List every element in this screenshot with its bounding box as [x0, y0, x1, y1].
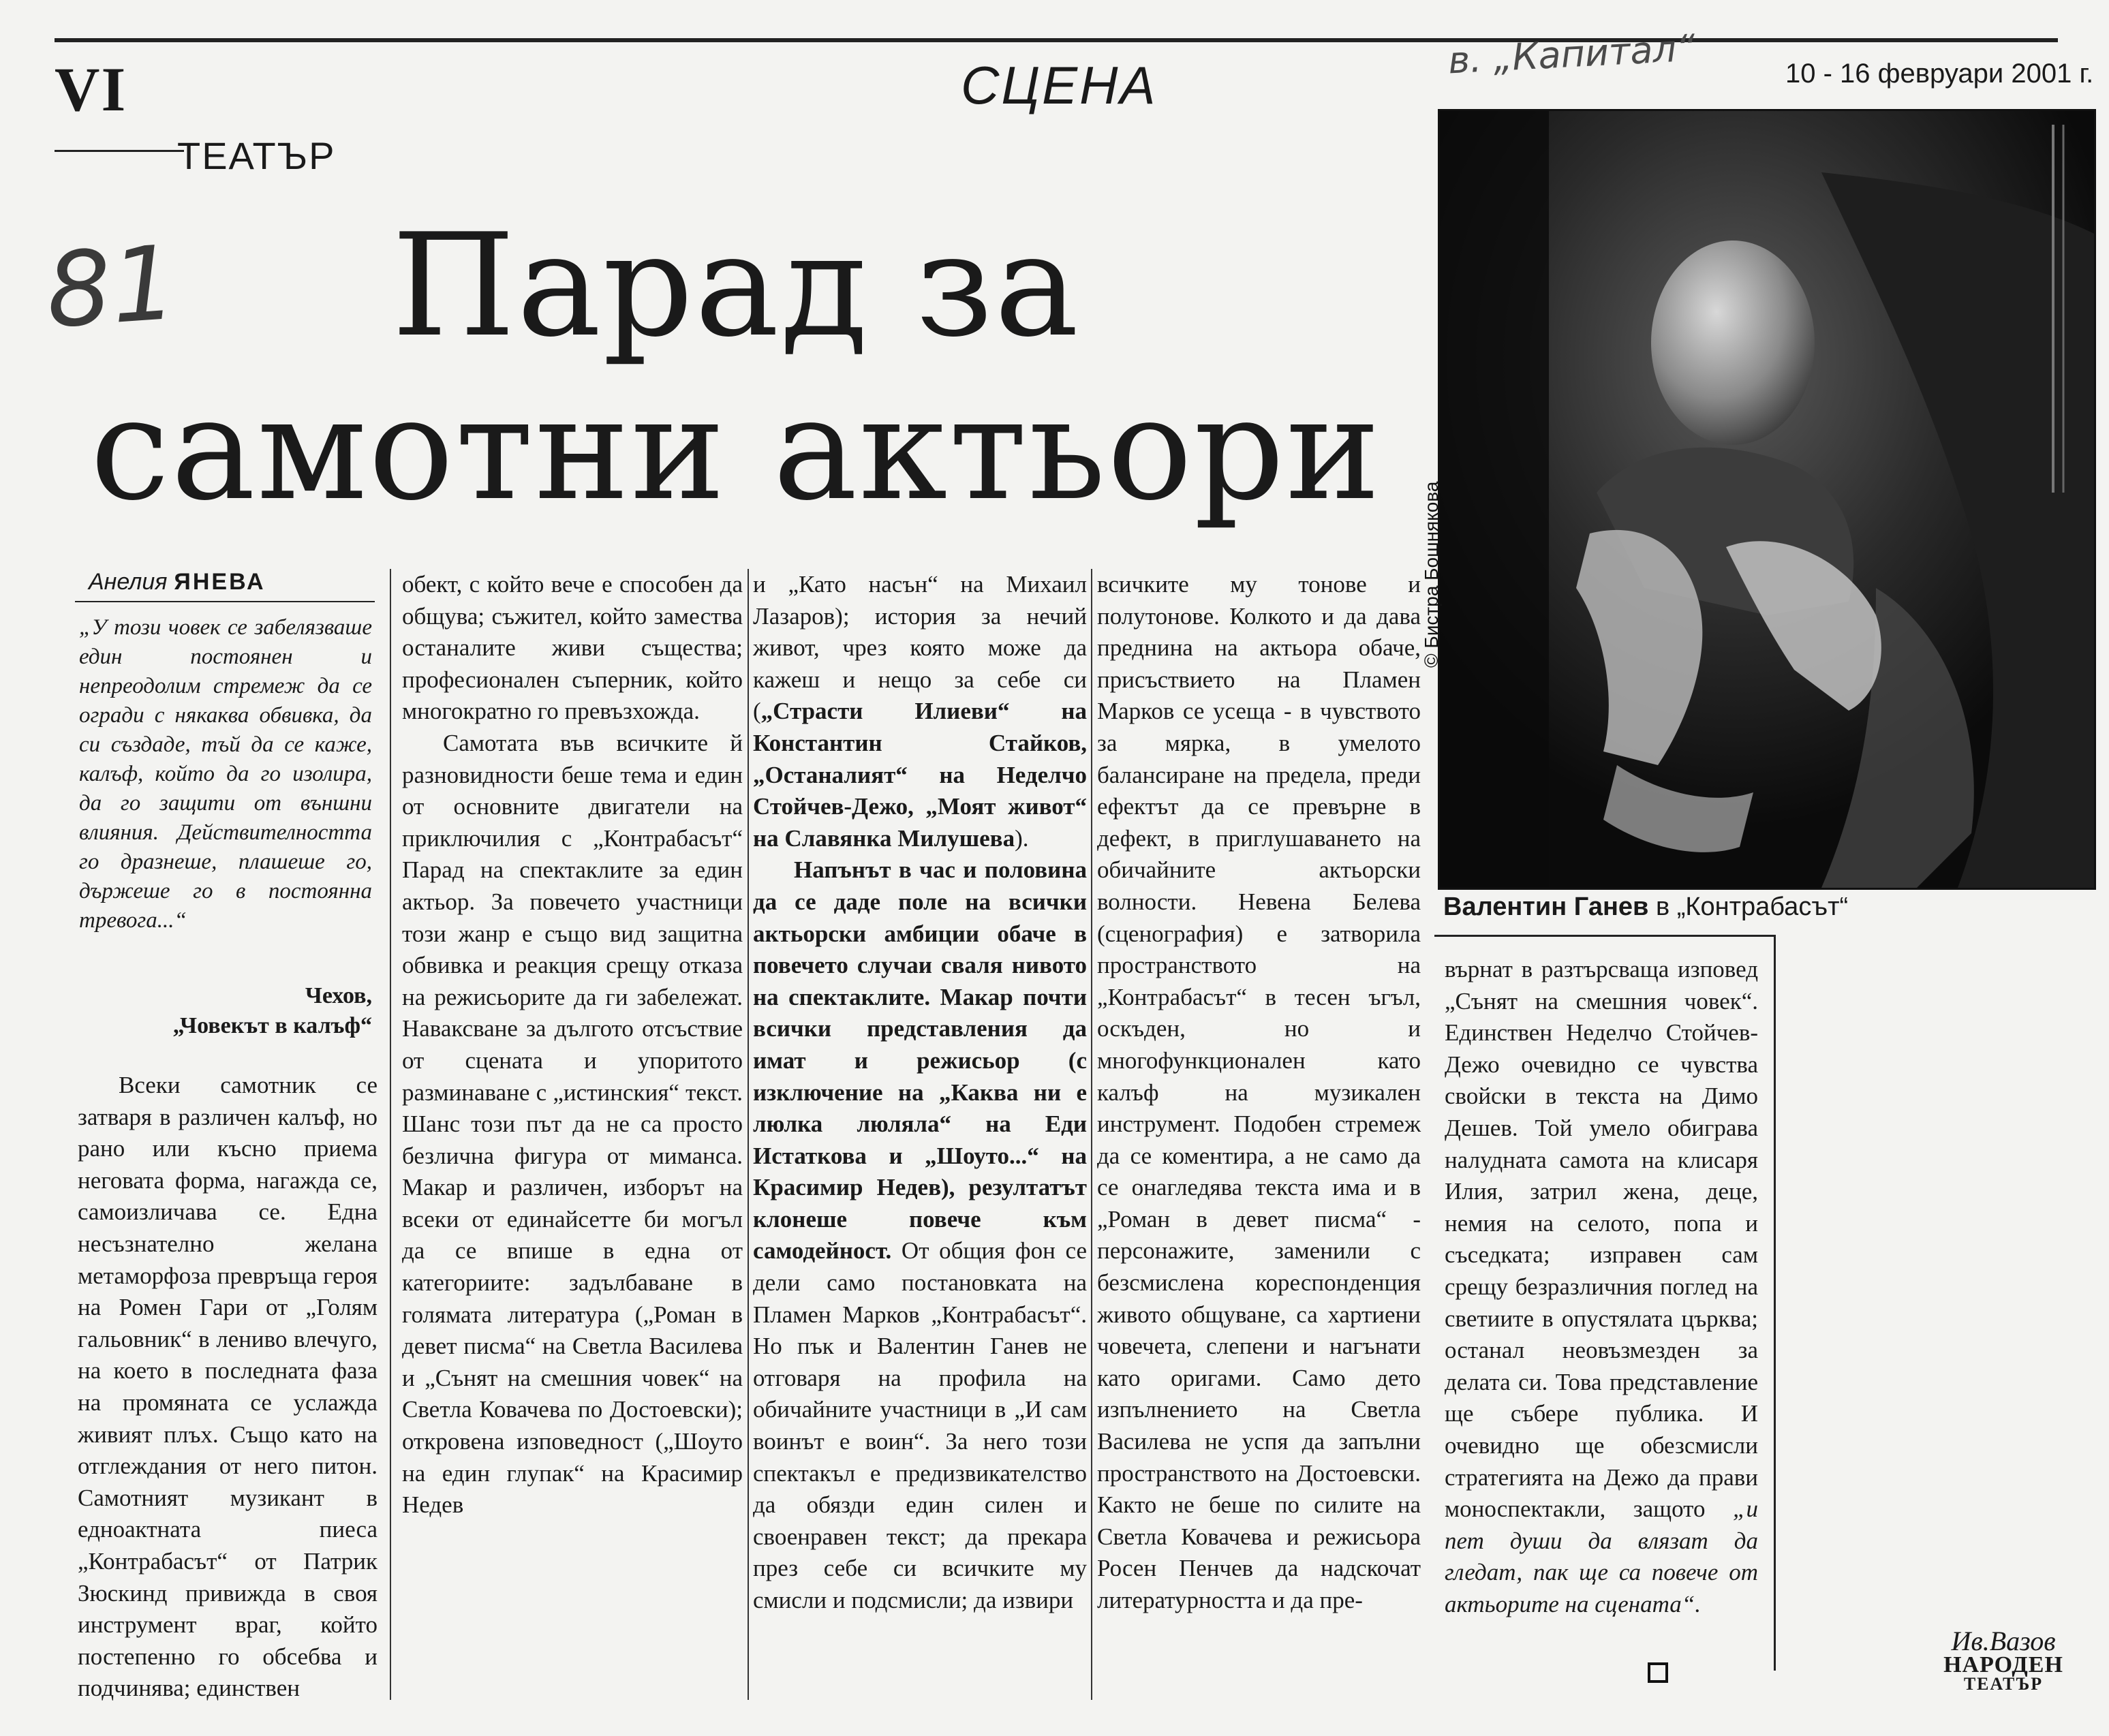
byline	[89, 569, 266, 595]
top-rule	[55, 38, 2058, 42]
box-rule-top	[1434, 935, 1775, 937]
article-column-5	[1445, 954, 1758, 1620]
paragraph	[1445, 954, 1758, 1620]
headline-line-1: Парад за	[391, 204, 1081, 369]
text-run: От общия фон се дели само постановката на Пламен Марков „Контрабасът“. Но пък и Валентин Ганев не отговаря на профила на обичайните участници в „И сам воинът е воин“. За него този спектакъл е предизвикателство да обязди един силен и своенравен текст; да прекара през себе си всичките му смисли и подсмисли; да извири	[753, 1237, 1087, 1613]
paragraph: обект, с който вече е способен да общува; съжител, който замества останалите живи същества; професионален съперник, който многократно го превъзхожда.	[402, 571, 743, 725]
text-run-italic: „и пет души да влязат да гледат, пак ще са повече от актьорите на сцената“.	[1445, 1495, 1758, 1617]
section-title: СЦЕНА	[961, 55, 1158, 115]
article-column-4	[1097, 569, 1421, 1617]
text-run-bold: „Страсти Илиеви“ на Константин Стайков, „Останалият“ на Неделчо Стойчев-Дежо, „Моят живот“ на Славянка Милушева	[753, 698, 1087, 852]
article-photo	[1438, 109, 2096, 890]
subsection-label: ТЕАТЪР	[177, 134, 336, 177]
text-run: ).	[1015, 824, 1029, 852]
theatre-stamp	[1935, 1628, 2072, 1692]
box-rule-right	[1774, 935, 1776, 1671]
photo-caption	[1443, 893, 1848, 922]
column-rule	[1091, 569, 1092, 1700]
author-surname: ЯНЕВА	[174, 569, 266, 595]
photo-credit: © Бистра Бошнякова	[1421, 481, 1442, 668]
caption-rest: в „Контрабасът“	[1648, 893, 1849, 921]
stamp-line-2: ТЕАТЪР	[1963, 1674, 2044, 1694]
article-column-1	[78, 1070, 378, 1705]
handwritten-note: в. „Капитал“	[1447, 26, 1697, 82]
author-first-name: Анелия	[89, 569, 168, 595]
stamp-line-1: НАРОДЕН	[1943, 1652, 2063, 1677]
stamp-signature: Ив.Вазов	[1951, 1626, 2056, 1656]
epigraph-author: Чехов,	[305, 983, 372, 1008]
byline-rule	[75, 601, 375, 602]
epigraph-attribution	[79, 981, 372, 1041]
text-run: върнат в разтърсваща изповед „Сънят на смешния човек“. Единствен Неделчо Стойчев-Дежо очевидно се чувства свойски в текста на Димо Дешев. Той умело обиграва налудната самота на клисаря Илия, затрил жена, деце, немия на селото, попа и съседката; изправен сам срещу безразличния поглед на светиите в опустялата църква; останал неовъзмезден за делата си. Това представление ще събере публика. И очевидно ще обезсмисли стратегията на Дежо да прави моноспектакли, защото	[1445, 956, 1758, 1523]
article-column-2	[402, 569, 743, 1521]
paragraph	[753, 569, 1087, 854]
article-column-3	[753, 569, 1087, 1617]
paragraph: Самотата във всичките й разновидности беше тема и един от основните двигатели на приключилия с „Контрабасът“ Парад на спектаклите за един актьор. За повечето участници този жанр е също вид защитна обвивка и реакция срещу отказа на режисьорите да ги забележат. Наваксване за дългото отсъствие от сцената и упоритото разминаване с „истинския“ текст. Шанс този път да не са просто безлична фигура от миманса. Макар и различен, изборът на всеки от единайсетте би могъл да се впише в една от категориите: задълбаване в голямата литература („Роман в девет писма“ на Светла Василева и „Сънят на смешния човек“ на Светла Ковачева по Достоевски); откровена изповедност („Шоуто на един глупак“ на Красимир Недев	[402, 729, 743, 1519]
handwritten-margin-mark: 81	[42, 223, 181, 352]
headline-line-2: самотни актьори	[90, 367, 1382, 532]
caption-name: Валентин Ганев	[1443, 893, 1649, 921]
subsection-rule	[55, 150, 184, 152]
headline	[55, 204, 1417, 531]
text-run: и „Като насън“ на Михаил Лазаров); история за нечий живот, чрез която може да кажеш и нещо за себе си (	[753, 571, 1087, 725]
column-rule	[390, 569, 391, 1700]
epigraph-work: „Човекът в калъф“	[172, 1013, 372, 1038]
page-number: VI	[55, 55, 127, 124]
column-rule	[748, 569, 749, 1700]
epigraph-text: „У този човек се забелязваше един постоянен и непреодолим стремеж да се огради с някаква обвивка, да си създаде, тъй да се каже, калъф, който да го изолира, да го защити от външни влияния. Действителността го дразнеше, плашеше го, държеше го в постоянна тревога...“	[79, 615, 372, 933]
paragraph	[753, 854, 1087, 1616]
photo-image	[1440, 111, 2094, 888]
issue-date: 10 - 16 февруари 2001 г.	[1785, 59, 2094, 89]
paragraph: Всеки самотник се затваря в различен калъф, но рано или късно приема неговата форма, нагажда се, самоизличава се. Една несъзнателно желана метаморфоза превръща героя на Ромен Гари от „Голям гальовник“ в лениво влечуго, на което в последната фаза на промяната се услажда живият плъх. Също като на отглеждания от него питон. Самотният музикант в едноактната пиеса „Контрабасът“ от Патрик Зюскинд привижда в своя инструмент враг, който постепенно го обсебва и подчинява; единствен	[78, 1072, 378, 1702]
paragraph: всичките му тонове и полутонове. Колкото и да дава преднина на актьора обаче, присъствието на Пламен Марков се усеща - в чувството за мярка, в умелото балансиране на предела, преди ефектът да се превърне в дефект, в приглушаването на обичайните актьорски волности. Невена Белева (сценография) е затворила пространството на „Контрабасът“ в тесен ъгъл, оскъден, но и многофункционален като калъф на музикален инструмент. Подобен стремеж да се коментира, а не само да се онагледява текста има и в „Роман в девет писма“ - персонажите, заменили с безсмислена кореспонденция живото общуване, са хартиени човечета, слепени и нагънати като оригами. Само дето изпълнението на Светла Василева не успя да запълни пространството на Достоевски. Както не беше по силите на Светла Ковачева и режисьора Росен Пенчев да надскочат литературността и да пре-	[1097, 571, 1421, 1613]
end-mark	[1648, 1662, 1668, 1683]
text-run-bold: Напънът в час и половина да се даде поле на всички актьорски амбиции обаче в повечето случаи сваля нивото на спектаклите. Макар почти всички представления да имат и режисьор (с изключение на „Каква ни е люлка люляла“ на Еди Истаткова и „Шоуто...“ на Красимир Недев), резултатът клонеше повече към самодейност.	[753, 856, 1087, 1265]
